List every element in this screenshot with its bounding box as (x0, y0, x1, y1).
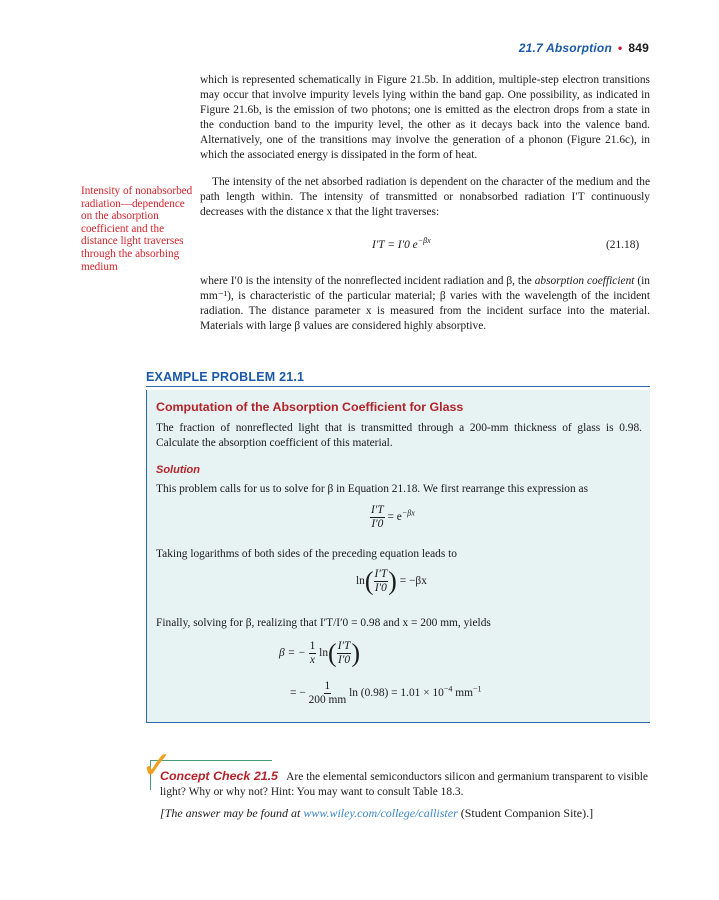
eq4-unit-exp: −1 (472, 684, 482, 694)
equation-log: ln( $\frac{I'T}{I'0}$ ) = −βx (356, 566, 427, 596)
answer-link[interactable]: www.wiley.com/college/callister (303, 806, 458, 820)
eq1-rhs: = e (387, 511, 402, 524)
eq3-num: I′T (337, 640, 351, 652)
eq2-num: I′T (374, 568, 388, 580)
solution-label: Solution (156, 464, 200, 476)
eq1-num: I′T (371, 504, 384, 516)
check-mark-icon: ✓ (141, 743, 173, 787)
example-label: EXAMPLE PROBLEM 21.1 (146, 370, 305, 384)
eq3-one: 1 (309, 640, 316, 652)
eq2-rhs: = −βx (399, 575, 427, 588)
intro-paragraph: which is represented schematically in Figure 21.5b. In addition, multiple-step electron transitions may occur that involve impurity levels lying within the band gap. One possibility, as indicated in Figure 21.6b, is the emission of two photons; one is emitted as the electron drops from a state in the conduction band to the impurity level, the other as it decays back into the valence band. Alternatively, one of the transitions may involve the generation of a phonon (Figure 21.6c), in which the associated energy is dissipated in the form of heat. (200, 74, 650, 161)
answer-suffix: (Student Companion Site).] (457, 806, 594, 820)
running-header (519, 41, 649, 55)
equation-21-18 (372, 236, 431, 251)
concept-check-question-block (160, 769, 648, 800)
eq4-den: 200 mm (308, 694, 347, 706)
eq4-exp: −4 (443, 684, 453, 694)
eq3-x: x (309, 654, 315, 666)
example-rule (146, 386, 650, 387)
example-problem: The fraction of nonreflected light that is transmitted through a 200-mm thickness of glass is 0.98. Calculate the absorption coefficient of this material. (156, 422, 642, 449)
eq3-lhs: β = − (279, 647, 306, 660)
eq3-ln: ln (319, 647, 329, 660)
margin-note: Intensity of nonabsorbed radiation—dependence on the absorption coefficient and the distance light traverses through the absorbing medium (81, 185, 193, 273)
solution-intro: This problem calls for us to solve for β in Equation 21.18. We first rearrange this expression as (156, 483, 589, 495)
eq4-eq: = − (290, 687, 306, 700)
equation-result (290, 680, 481, 707)
bullet-icon: • (617, 41, 623, 55)
eq1-exp: −βx (401, 508, 415, 518)
eq4-rest: ln (0.98) = 1.01 × 10 (349, 687, 444, 700)
equation-number: (21.18) (606, 239, 640, 251)
final-text: Finally, solving for β, realizing that I′T/I′0 = 0.98 and x = 200 mm, yields (156, 617, 491, 629)
example-title: Computation of the Absorption Coefficient for Glass (156, 400, 464, 414)
concept-check-title: Concept Check 21.5 (160, 769, 278, 783)
where-text-1: where I′0 is the intensity of the nonreflected incident radiation and β, the (200, 275, 535, 287)
eq4-one: 1 (324, 680, 331, 692)
section-title: 21.7 Absorption (518, 41, 612, 55)
where-text-2: (in mm⁻¹), is characteristic of the particular material; β varies with the wavelength of the incident radiation. The distance parameter x is measured from the incident surface into the material. Materials with large β values are considered highly absorptive. (200, 275, 650, 332)
eq1-den: I′0 (371, 518, 384, 530)
page-number: 849 (628, 41, 649, 55)
eq2-den: I′0 (374, 582, 387, 594)
eq-exponent: −βx (417, 236, 431, 245)
equation-rearranged (370, 504, 415, 531)
eq3-den: I′0 (338, 654, 351, 666)
intensity-paragraph: The intensity of the net absorbed radiation is dependent on the character of the medium and the path length within. The intensity of transmitted or nonabsorbed radiation I′T continuously decreases with the distance x that the light traverses: (200, 176, 650, 218)
answer-prefix: [The answer may be found at (160, 806, 304, 820)
eq-lhs: I′T = I′0 e (372, 238, 418, 251)
equation-beta: β = − $\frac{1}{x}$ ln( $\frac{I'T}{I'0}$ ) (279, 638, 361, 668)
concept-check-question: Are the elemental semiconductors silicon and germanium transparent to visible light? Why or why not? Hint: You may want to consult Table 18.3. (160, 771, 648, 798)
absorption-coefficient-term: absorption coefficient (534, 275, 635, 287)
concept-check-answer (160, 806, 648, 821)
where-paragraph (200, 274, 650, 334)
log-text: Taking logarithms of both sides of the preceding equation leads to (156, 548, 457, 560)
eq2-ln: ln (356, 575, 365, 588)
eq4-unit: mm (452, 687, 473, 700)
